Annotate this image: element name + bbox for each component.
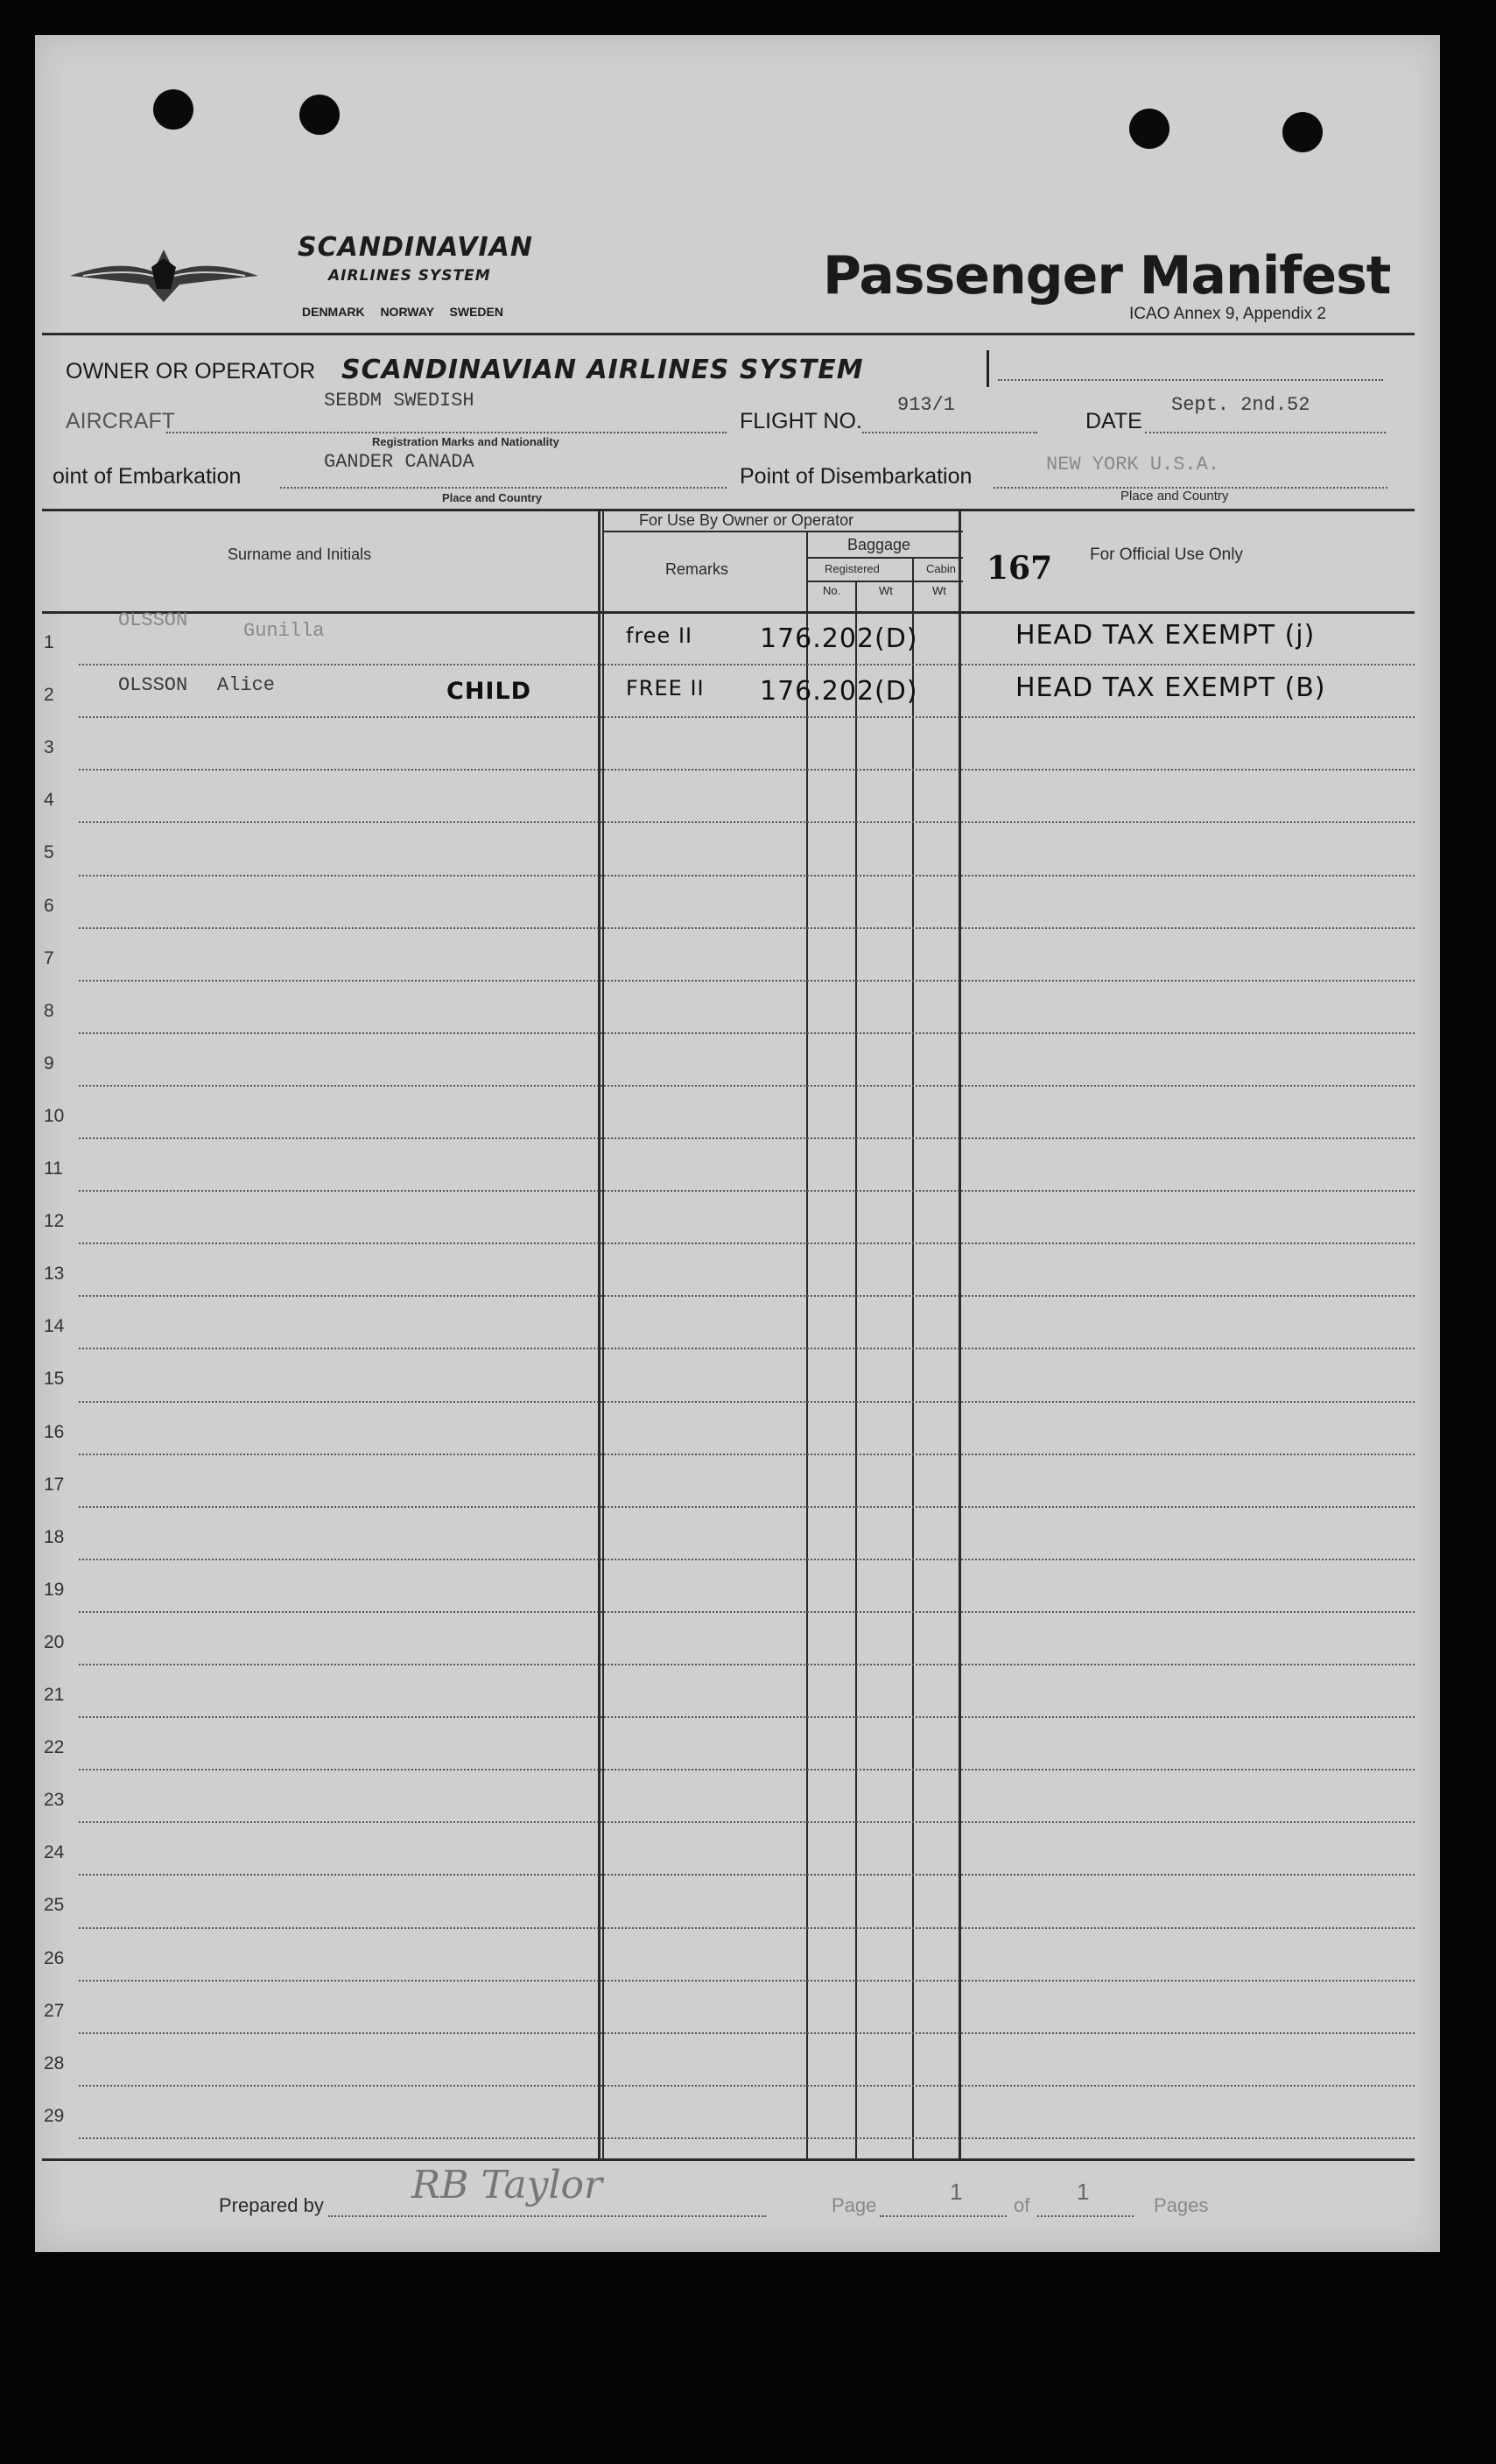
row-line	[79, 1769, 1415, 1771]
given-name: Alice	[217, 674, 276, 697]
baggage-weight: 176.202(D)	[760, 676, 918, 708]
row-line	[79, 980, 1415, 982]
row-line	[79, 1295, 1415, 1297]
aircraft-value: SEBDM SWEDISH	[324, 390, 474, 412]
manifest-sheet	[35, 35, 1440, 2252]
row-number: 29	[44, 2105, 65, 2126]
separator-mark	[987, 350, 989, 387]
flight-label: FLIGHT NO.	[740, 409, 862, 433]
punch-hole	[299, 95, 340, 135]
row-line	[79, 2085, 1415, 2087]
row-number: 6	[44, 895, 54, 916]
row-number: 14	[44, 1316, 65, 1337]
aircraft-note: Registration Marks and Nationality	[372, 435, 559, 448]
row-line	[79, 1874, 1415, 1876]
airline-logo-icon	[66, 232, 263, 320]
date-label: DATE	[1085, 409, 1142, 433]
row-line	[79, 716, 1415, 718]
row-number: 12	[44, 1211, 65, 1232]
col-owner-use-header: For Use By Owner or Operator	[639, 511, 854, 529]
row-number: 2	[44, 685, 54, 706]
prepared-signature: RB Taylor	[411, 2163, 603, 2207]
embark-note: Place and Country	[442, 491, 543, 504]
passenger-note: CHILD	[446, 678, 532, 706]
row-line	[79, 1243, 1415, 1244]
col-divider	[855, 581, 857, 2158]
row-line	[79, 875, 1415, 876]
row-line	[79, 1980, 1415, 1982]
row-line	[79, 1085, 1415, 1087]
row-number: 16	[44, 1421, 65, 1442]
header-rule	[42, 333, 1415, 335]
owner-use-rule	[602, 531, 963, 532]
row-number: 13	[44, 1264, 65, 1285]
aircraft-line	[166, 432, 727, 433]
row-number: 28	[44, 2052, 65, 2073]
disembark-value: NEW YORK U.S.A.	[1046, 454, 1220, 475]
brand-countries: DENMARK NORWAY SWEDEN	[302, 305, 503, 319]
official-remark: HEAD TAX EXEMPT (j)	[1015, 620, 1316, 651]
row-number: 7	[44, 947, 54, 968]
row-line	[79, 1032, 1415, 1034]
row-number: 11	[44, 1158, 63, 1179]
col-cabin-header: Cabin	[926, 562, 956, 575]
row-number: 5	[44, 842, 54, 863]
row-line	[79, 2137, 1415, 2139]
owner-value: SCANDINAVIAN AIRLINES SYSTEM	[341, 355, 864, 385]
of-label: of	[1014, 2194, 1030, 2216]
row-number: 27	[44, 2000, 65, 2021]
row-line	[79, 1821, 1415, 1823]
prepared-label: Prepared by	[219, 2194, 324, 2216]
aircraft-label: AIRCRAFT	[66, 409, 175, 433]
page-title: Passenger Manifest	[823, 245, 1391, 306]
row-number: 8	[44, 1000, 54, 1021]
page-value: 1	[950, 2179, 963, 2205]
punch-hole	[1129, 109, 1169, 149]
row-line	[79, 821, 1415, 823]
date-value: Sept. 2nd.52	[1171, 394, 1310, 416]
col-divider	[602, 509, 604, 2158]
row-line	[79, 1927, 1415, 1929]
punch-hole	[153, 89, 193, 130]
row-number: 15	[44, 1369, 65, 1390]
of-line	[1037, 2215, 1134, 2217]
row-line	[79, 2032, 1415, 2034]
col-official-header: For Official Use Only	[1090, 546, 1243, 564]
col-registered-header: Registered	[825, 562, 880, 575]
row-number: 3	[44, 737, 54, 758]
row-line	[79, 1506, 1415, 1508]
embark-label: oint of Embarkation	[53, 464, 242, 489]
col-baggage-header: Baggage	[847, 536, 911, 553]
brand-name: SCANDINAVIAN	[298, 232, 534, 263]
row-line	[79, 1611, 1415, 1613]
disembark-note: Place and Country	[1120, 489, 1229, 503]
col-divider	[806, 532, 808, 2158]
of-value: 1	[1077, 2179, 1090, 2205]
remarks: free II	[626, 623, 693, 648]
col-surname-header: Surname and Initials	[228, 546, 372, 563]
baggage-weight: 176.202(D)	[760, 623, 918, 654]
flight-value: 913/1	[897, 394, 956, 416]
col-cabin-wt-header: Wt	[932, 584, 946, 597]
row-line	[79, 927, 1415, 929]
official-remark: HEAD TAX EXEMPT (B)	[1015, 672, 1326, 704]
table-bottom-rule	[42, 2158, 1415, 2161]
row-line	[79, 664, 1415, 665]
embark-value: GANDER CANADA	[324, 451, 474, 473]
surname: OLSSON	[118, 609, 188, 631]
row-number: 19	[44, 1579, 65, 1600]
col-no-header: No.	[823, 584, 841, 597]
owner-line	[998, 379, 1383, 381]
sub-rule	[806, 581, 963, 582]
row-line	[79, 1137, 1415, 1139]
flight-line	[862, 432, 1037, 433]
row-number: 23	[44, 1790, 65, 1811]
embark-line	[280, 487, 727, 489]
row-line	[79, 1664, 1415, 1665]
row-number: 21	[44, 1685, 65, 1705]
row-line	[79, 1348, 1415, 1349]
row-number: 24	[44, 1842, 65, 1863]
punch-hole	[1282, 112, 1323, 152]
row-number: 26	[44, 1947, 65, 1968]
col-remarks-header: Remarks	[665, 560, 729, 578]
row-number: 22	[44, 1737, 65, 1758]
row-number: 20	[44, 1631, 65, 1652]
pages-label: Pages	[1154, 2194, 1209, 2216]
brand-tagline: AIRLINES SYSTEM	[328, 267, 491, 285]
row-number: 10	[44, 1105, 65, 1126]
baggage-rule	[806, 557, 963, 559]
row-line	[79, 1559, 1415, 1560]
row-line	[79, 1454, 1415, 1455]
row-line	[79, 769, 1415, 771]
page-label: Page	[832, 2194, 877, 2216]
row-number: 9	[44, 1052, 54, 1074]
row-line	[79, 1401, 1415, 1403]
row-number: 4	[44, 790, 54, 811]
page-subtitle: ICAO Annex 9, Appendix 2	[1129, 305, 1326, 323]
owner-label: OWNER OR OPERATOR	[66, 359, 316, 384]
col-divider	[912, 557, 914, 2158]
official-number: 167	[987, 550, 1053, 587]
given-name: Gunilla	[243, 620, 325, 642]
date-line	[1145, 432, 1386, 433]
row-number: 17	[44, 1474, 65, 1495]
disembark-label: Point of Disembarkation	[740, 464, 973, 489]
prepared-line	[328, 2215, 766, 2217]
row-line	[79, 1716, 1415, 1718]
header-bottom-rule	[42, 611, 1415, 614]
surname: OLSSON	[118, 674, 188, 697]
row-number: 18	[44, 1526, 65, 1547]
remarks: FREE II	[626, 676, 705, 701]
row-line	[79, 1190, 1415, 1192]
col-wt-header: Wt	[879, 584, 893, 597]
col-divider	[959, 509, 961, 2158]
col-divider	[598, 509, 601, 2158]
row-number: 1	[44, 632, 54, 652]
row-number: 25	[44, 1895, 65, 1916]
page-line	[880, 2215, 1007, 2217]
